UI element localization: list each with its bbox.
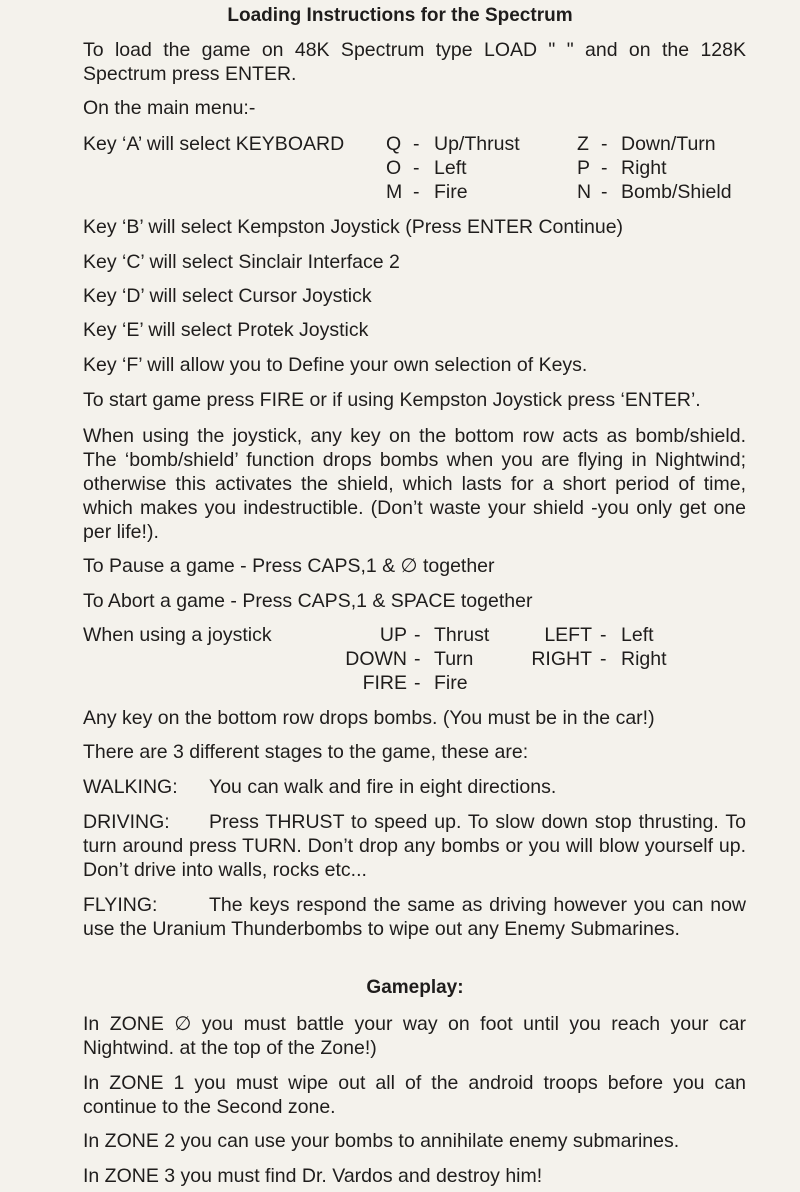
joy-down-action: Turn	[434, 648, 474, 670]
option-e: Key ‘E’ will select Protek Joystick	[83, 319, 369, 341]
joy-fire-action: Fire	[434, 672, 468, 694]
flying-label: FLYING:	[83, 894, 158, 916]
action-down-turn: Down/Turn	[621, 133, 716, 155]
option-d: Key ‘D’ will select Cursor Joystick	[83, 285, 372, 307]
joystick-label: When using a joystick	[83, 624, 272, 646]
option-b: Key ‘B’ will select Kempston Joystick (Press ENTER Continue)	[83, 216, 624, 238]
action-bomb-shield: Bomb/Shield	[621, 181, 732, 203]
dash: -	[601, 133, 608, 155]
gameplay-heading: Gameplay:	[366, 977, 464, 998]
action-fire: Fire	[434, 181, 468, 203]
dash: -	[413, 133, 420, 155]
abort-instructions: To Abort a game - Press CAPS,1 & SPACE together	[83, 590, 533, 612]
key-q: Q	[386, 133, 402, 155]
joy-fire: FIRE	[362, 672, 407, 694]
joystick-paragraph: When using the joystick, any key on the bottom row acts as bomb/shield. The ‘bomb/shield’ function drops bombs when you are flying in Nightwind; otherwise this activates the shield, which lasts for a short period of time, which makes you indestructible. (Don’t waste your shield -you only get one per life!).	[83, 425, 746, 543]
joy-up-action: Thrust	[434, 624, 490, 646]
key-n: N	[577, 181, 592, 203]
joy-left: LEFT	[544, 624, 592, 646]
action-right: Right	[621, 157, 667, 179]
start-instructions: To start game press FIRE or if using Kempston Joystick press ‘ENTER’.	[83, 389, 701, 411]
dash: -	[413, 181, 420, 203]
action-left: Left	[434, 157, 467, 179]
key-m: M	[386, 181, 403, 203]
action-up-thrust: Up/Thrust	[434, 133, 520, 155]
zone-3: In ZONE 3 you must find Dr. Vardos and destroy him!	[83, 1165, 543, 1187]
pause-instructions: To Pause a game - Press CAPS,1 & ∅ together	[83, 555, 495, 577]
stages-intro: There are 3 different stages to the game, these are:	[83, 741, 529, 763]
joy-up: UP	[379, 624, 407, 646]
joy-right: RIGHT	[531, 648, 592, 670]
intro-paragraph: To load the game on 48K Spectrum type LOAD " " and on the 128K Spectrum press ENTER.	[83, 39, 746, 85]
dash: -	[600, 648, 607, 670]
dash: -	[414, 648, 421, 670]
joy-right-action: Right	[621, 648, 667, 670]
dash: -	[414, 624, 421, 646]
driving-text: Press THRUST to speed up. To slow down stop thrusting. To turn around press TURN. Don’t drop any bombs or you will blow yourself up. Don’t drive into walls, rocks etc...	[83, 811, 746, 881]
dash: -	[600, 624, 607, 646]
driving-label: DRIVING:	[83, 811, 170, 833]
key-o: O	[386, 157, 402, 179]
zone-0: In ZONE ∅ you must battle your way on foot until you reach your car Nightwind. at the top of the Zone!)	[83, 1013, 746, 1059]
zone-2: In ZONE 2 you can use your bombs to annihilate enemy submarines.	[83, 1130, 680, 1152]
walking-text: You can walk and fire in eight directions.	[209, 776, 557, 798]
option-c: Key ‘C’ will select Sinclair Interface 2	[83, 251, 400, 273]
dash: -	[601, 181, 608, 203]
key-z: Z	[577, 133, 589, 155]
dash: -	[414, 672, 421, 694]
joy-left-action: Left	[621, 624, 654, 646]
walking-label: WALKING:	[83, 776, 178, 798]
main-menu-label: On the main menu:-	[83, 97, 256, 119]
bottom-row-note: Any key on the bottom row drops bombs. (You must be in the car!)	[83, 707, 655, 729]
joy-down: DOWN	[345, 648, 407, 670]
zone-1: In ZONE 1 you must wipe out all of the android troops before you can continue to the Second zone.	[83, 1072, 746, 1118]
page-title: Loading Instructions for the Spectrum	[227, 5, 573, 26]
key-p: P	[577, 157, 591, 179]
option-f: Key ‘F’ will allow you to Define your own selection of Keys.	[83, 354, 588, 376]
keyboard-label: Key ‘A’ will select KEYBOARD	[83, 133, 345, 155]
dash: -	[413, 157, 420, 179]
dash: -	[601, 157, 608, 179]
flying-text: The keys respond the same as driving however you can now use the Uranium Thunderbombs to wipe out any Enemy Submarines.	[83, 894, 746, 940]
